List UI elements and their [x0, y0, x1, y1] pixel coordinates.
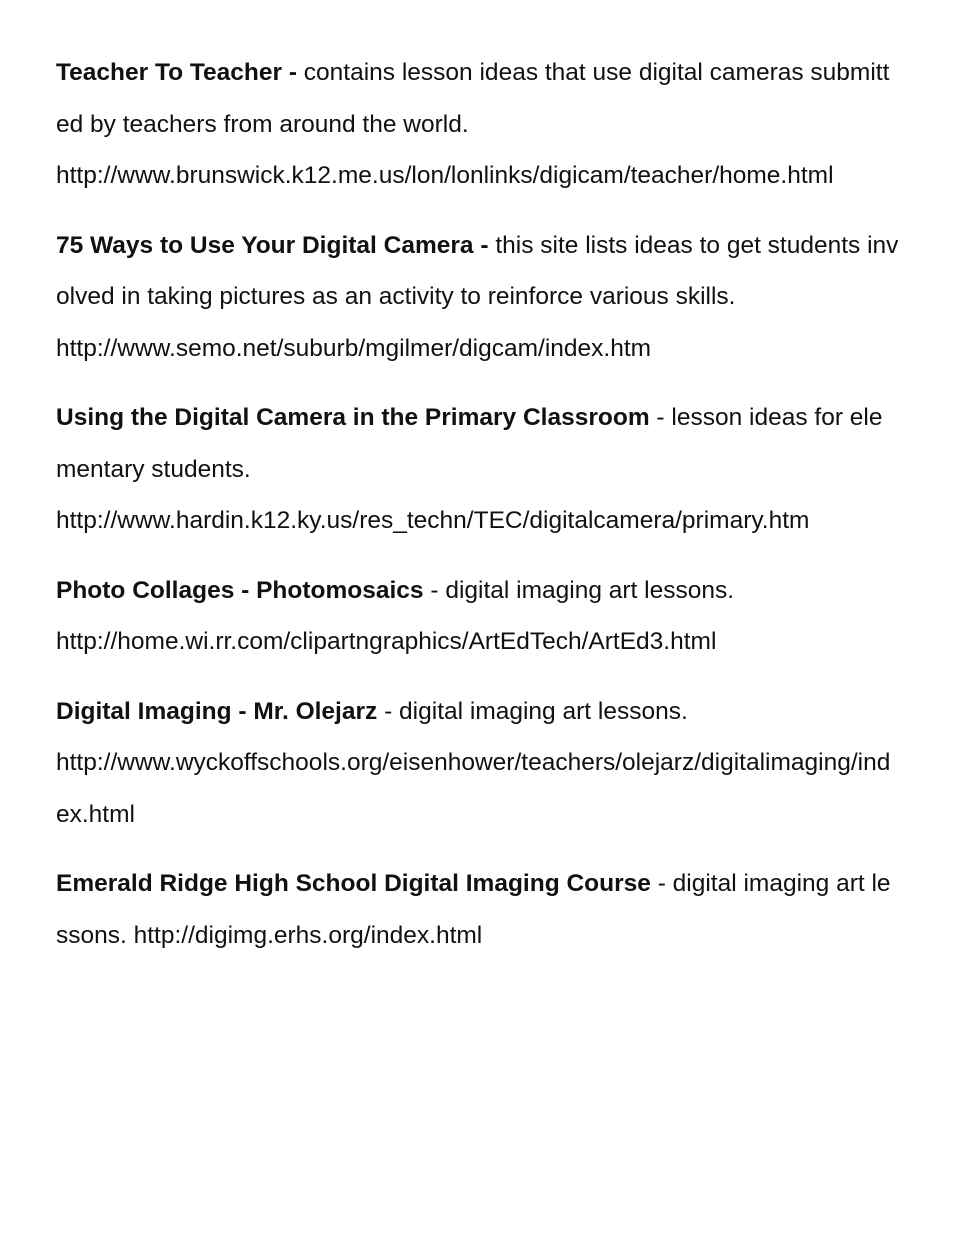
resource-link[interactable]: http://home.wi.rr.com/clipartngraphics/ArtEdTech/ArtEd3.html [56, 628, 717, 655]
resource-entry-teacher-to-teacher [56, 47, 901, 202]
resource-description: - digital imaging art lessons. [423, 576, 735, 604]
resource-link[interactable]: http://www.hardin.k12.ky.us/res_techn/TEC/digitalcamera/primary.htm [56, 507, 810, 534]
resource-link[interactable]: http://www.semo.net/suburb/mgilmer/digcam/index.htm [56, 334, 652, 362]
resource-title: Digital Imaging - Mr. Olejarz [56, 697, 378, 725]
resource-title: Teacher To Teacher - [56, 59, 297, 86]
resource-entry-75-ways [56, 220, 901, 375]
resource-entry-primary-classroom [56, 392, 901, 547]
resource-entry-photo-collages [56, 565, 901, 668]
resource-description: contains lesson ideas that use digital cameras submitted by teachers from around the world. [56, 59, 890, 138]
resource-entry-emerald-ridge [56, 858, 901, 961]
resource-description: - lesson ideas for elementary students. [56, 404, 883, 483]
resource-title: Photo Collages - Photomosaics [56, 576, 424, 604]
resource-description: - digital imaging art lessons. [377, 697, 688, 725]
resource-title: Emerald Ridge High School Digital Imaging Course [56, 870, 651, 897]
resource-description: - digital imaging art lessons. [56, 870, 891, 949]
resource-link[interactable]: http://www.wyckoffschools.org/eisenhower/teachers/olejarz/digitalimaging/index.html [56, 749, 891, 828]
resource-link[interactable]: http://www.brunswick.k12.me.us/lon/lonlinks/digicam/teacher/home.html [56, 162, 834, 189]
resource-title: Using the Digital Camera in the Primary Classroom [56, 404, 650, 431]
resource-title: 75 Ways to Use Your Digital Camera - [56, 231, 489, 259]
resource-entry-digital-imaging-olejarz [56, 686, 901, 841]
resource-description: this site lists ideas to get students involved in taking pictures as an activity to reinforce various skills. [56, 231, 899, 310]
resource-link[interactable]: http://digimg.erhs.org/index.html [133, 921, 483, 949]
document-page [56, 47, 901, 979]
